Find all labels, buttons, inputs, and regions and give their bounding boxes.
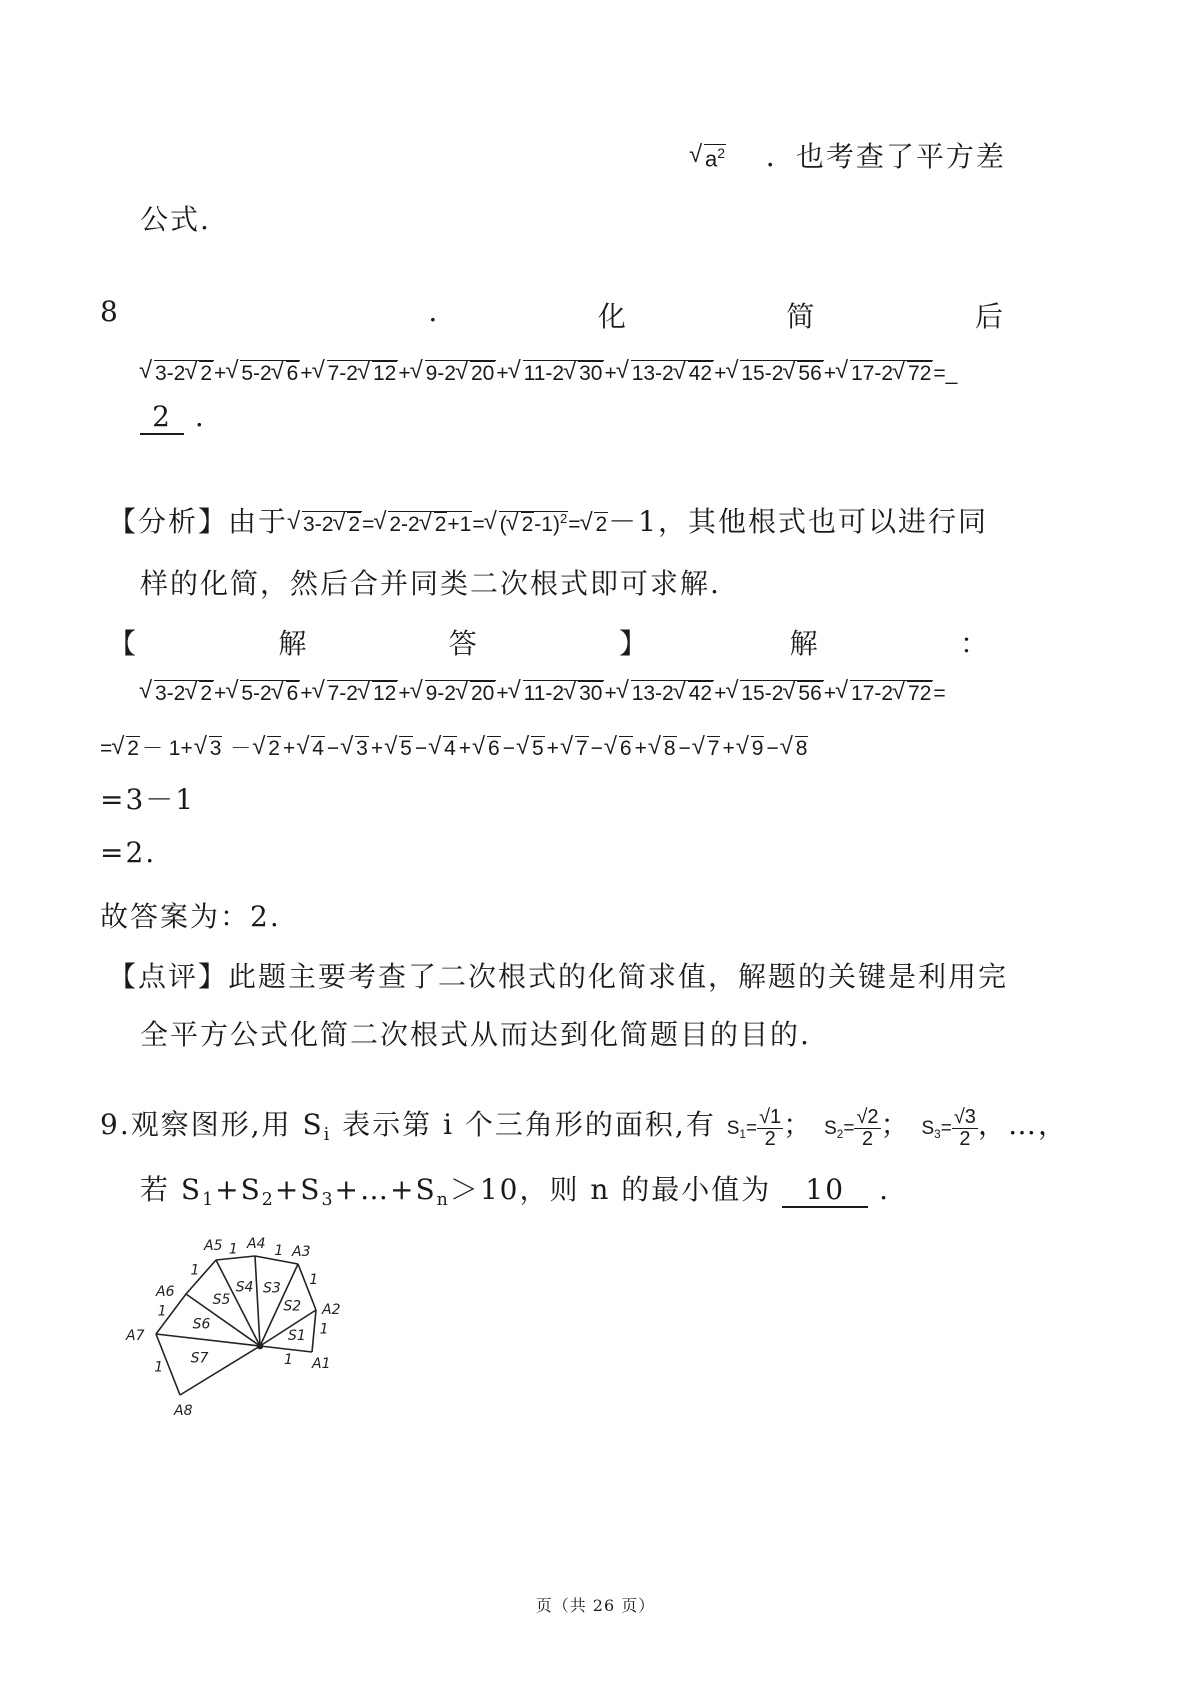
figure-edge (255, 1256, 260, 1346)
q8-number: 8 (100, 295, 120, 328)
answer-statement: 故答案为：2. (100, 900, 281, 933)
radical: √ 4 (297, 736, 325, 761)
spiral-triangles-figure (98, 1230, 348, 1420)
analysis-math: √ 3-2√ 2=√ 2-2√ 2+1=√ (√ 2-1)$^2$=√ 2 (288, 513, 608, 536)
solution-heading (108, 622, 990, 662)
radical: √ 9-2√ 20 (411, 360, 497, 386)
radical: √ 15-2√ 56 (726, 360, 823, 386)
edge-length-label: 1 (157, 1303, 167, 1320)
q9-answer: 10 (782, 1173, 868, 1208)
radical: √ 17-2√ 72 (836, 680, 933, 706)
radical: √ 3-2√ 2 (140, 680, 214, 706)
radical: √ 2 (253, 736, 281, 761)
vertex-label: A4 (247, 1236, 266, 1252)
area-label: S1 (288, 1328, 306, 1344)
radical: √ 6 (473, 736, 501, 761)
vertex-label: A6 (156, 1284, 175, 1300)
radical: √ 5-2√ 6 (226, 680, 300, 706)
q8-word-3: 后 (974, 300, 1005, 333)
solution-expression: √ 3-2√ 2+√ 5-2√ 6+√ 7-2√ 12+√ 9-2√ 20+√ 11-2√ 30+√ 13-2√ 42+√ 15-2√ 56+√ 17-2√ 72= (140, 680, 946, 706)
radical: √ 11-2√ 30 (509, 360, 605, 386)
edge-length-label: 1 (274, 1243, 284, 1260)
prev-tail-line (690, 135, 1006, 175)
q8-answer-line (140, 400, 206, 435)
vertex-label: A2 (322, 1302, 341, 1318)
q9-line-2: 若 $S_1+S_2+S_3+\dots+S_n>10$，则 n 的最小值为 10 . (140, 1173, 891, 1211)
analysis-tail: －1，其他根式也可以进行同 (608, 505, 988, 538)
vertex-label: A1 (312, 1356, 331, 1372)
comment-line-2: 全平方公式化简二次根式从而达到化简题目的目的. (140, 1018, 811, 1051)
radical: √ 3 (341, 736, 369, 761)
radical: √ 9 (737, 736, 765, 761)
bracket-open: 【 (108, 627, 139, 660)
analysis-line-2: 样的化简，然后合并同类二次根式即可求解. (140, 567, 721, 600)
radical: √ 8 (649, 736, 677, 761)
radical: √ 5 (385, 736, 413, 761)
vertex-label: A3 (292, 1244, 311, 1260)
q8-heading (100, 295, 1005, 335)
radical: √ 13-2√ 42 (617, 680, 714, 706)
q8-expression: √ 3-2√ 2+√ 5-2√ 6+√ 7-2√ 12+√ 9-2√ 20+√ 11-2√ 30+√ 13-2√ 42+√ 15-2√ 56+√ 17-2√ 72=_ (140, 360, 957, 386)
step-3: =2. (100, 836, 157, 869)
area-label: S2 (283, 1298, 302, 1315)
radical: √ 2 (112, 736, 140, 761)
radical: √ 3-2√ 2 (140, 360, 214, 386)
sol-word-3: 解 (789, 627, 820, 660)
s2-formula: $S_2=$ $\frac{√2}{2}$ (824, 1106, 879, 1151)
q9-line-1: 9.观察图形,用 $S_i$ 表示第 i 个三角形的面积,有 $S_1=$ $\frac{√1}{2}$ ； $S_2=$ $\frac{√2}{2}$ ； $S_3=$ $\frac{√3}{2}$ ，…， (100, 1106, 1068, 1151)
edge-length-label: 1 (154, 1359, 164, 1376)
vertex-label: A7 (126, 1328, 145, 1344)
radical: √ 7 (693, 736, 721, 761)
radical: √ 15-2√ 56 (726, 680, 823, 706)
radical: √ 13-2√ 42 (617, 360, 714, 386)
page-footer: 页（共 26 页） (535, 1596, 656, 1615)
q9-intro-mid: 表示第 i 个三角形的面积,有 (331, 1108, 716, 1141)
q8-dot: . (428, 295, 440, 328)
radical: √ 5-2√ 6 (226, 360, 300, 386)
s3-formula: $S_3=$ $\frac{√3}{2}$ (921, 1106, 976, 1151)
radical: √ 7 (561, 736, 589, 761)
radical: √ 6 (605, 736, 633, 761)
edge-length-label: 1 (319, 1321, 329, 1338)
radical: √ 9-2√ 20 (411, 680, 497, 706)
radical: √ 3 (195, 736, 223, 761)
analysis-label: 【分析】由于 (108, 505, 289, 538)
sol-word-2: 答 (448, 627, 479, 660)
area-label: S4 (235, 1279, 254, 1296)
edge-length-label: 1 (190, 1262, 200, 1279)
area-label: S5 (212, 1292, 231, 1308)
comment-line-1: 【点评】此题主要考查了二次根式的化简求值，解题的关键是利用完 (108, 960, 1009, 993)
sol-word-1: 解 (278, 627, 309, 660)
area-label: S6 (192, 1316, 211, 1333)
edge-length-label: 1 (284, 1352, 293, 1368)
radical: √ 8 (781, 736, 809, 761)
q8-answer: 2 (140, 400, 184, 435)
center-point (258, 1344, 263, 1349)
vertex-label: A8 (174, 1403, 193, 1419)
vertex-label: A5 (204, 1238, 223, 1254)
radical: √ 7-2√ 12 (313, 680, 399, 706)
s1-formula: $S_1=$ $\frac{√1}{2}$ (726, 1106, 782, 1151)
area-label: S3 (263, 1280, 281, 1297)
figure-edge (312, 1310, 316, 1352)
radical: √ 7-2√ 12 (313, 360, 399, 386)
q8-word-2: 简 (786, 300, 817, 333)
bracket-close: 】 (619, 627, 650, 660)
analysis-line (108, 500, 988, 540)
radical: √ 11-2√ 30 (509, 680, 605, 706)
step-2: =3－1 (100, 783, 196, 816)
radical: √ 17-2√ 72 (836, 360, 933, 386)
sqrt-a-squared: √ $a^2$ (690, 144, 726, 172)
q8-period: . (194, 400, 206, 433)
edge-length-label: 1 (309, 1272, 319, 1289)
radical: √ 4 (429, 736, 457, 761)
prev-tail-text: ．也考查了平方差 (765, 140, 1006, 173)
prev-line2: 公式. (140, 203, 211, 236)
eq-blank: =_ (933, 362, 958, 385)
step-1: =√ 2 － 1+√ 3 －√ 2 +√ 4 −√ 3 +√ 5 −√ 4 +√ 6 −√ 5 +√ 7 −√ 6 +√ 8 −√ 7 +√ 9 −√ 8 (100, 732, 808, 762)
area-label: S7 (190, 1350, 209, 1367)
q9-intro: 9.观察图形,用 S (100, 1108, 324, 1141)
sol-colon: ： (959, 627, 990, 660)
radical: √ 5 (517, 736, 545, 761)
q8-word-1: 化 (597, 300, 628, 333)
edge-length-label: 1 (228, 1241, 238, 1258)
